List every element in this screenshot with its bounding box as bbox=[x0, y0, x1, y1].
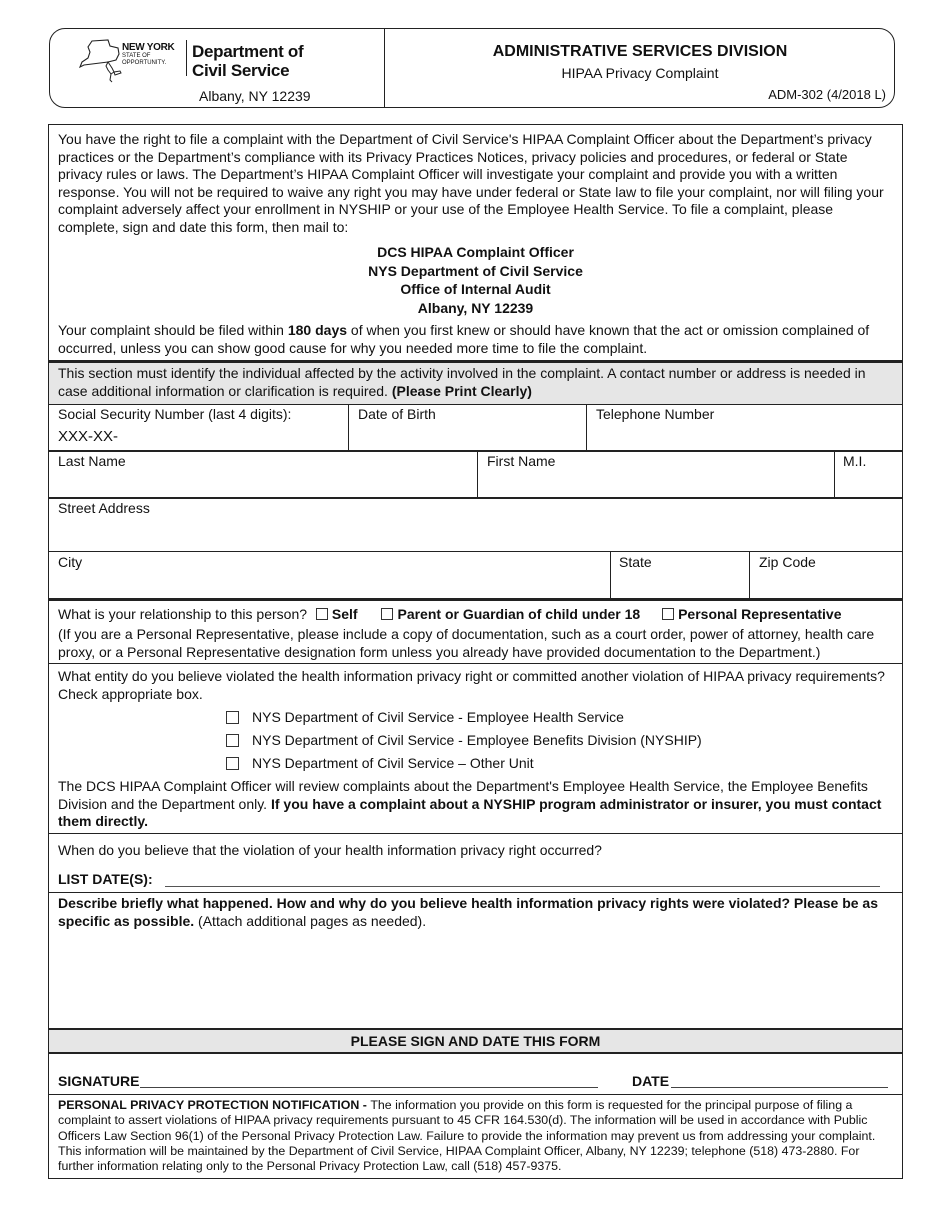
nyship-checkbox[interactable] bbox=[226, 734, 239, 747]
rule bbox=[586, 404, 587, 450]
rule bbox=[48, 404, 903, 405]
header-divider bbox=[384, 28, 385, 108]
rule bbox=[48, 1094, 903, 1095]
entity-question: What entity do you believe violated the health information privacy right or committed another violation of HIPAA privacy requirements? Check appropriate box. bbox=[58, 668, 885, 702]
state-label: State bbox=[619, 554, 652, 570]
self-label: Self bbox=[331, 606, 358, 622]
review-pre: The DCS HIPAA Complaint Officer will review complaints about the Department's Employee Health Service, the Employee Benefits Division and the Department only. bbox=[58, 778, 868, 812]
zip-label: Zip Code bbox=[759, 554, 816, 570]
date-field[interactable] bbox=[671, 1087, 888, 1088]
last-name-field[interactable] bbox=[50, 471, 475, 495]
state-field[interactable] bbox=[612, 572, 747, 596]
describe-prompt bbox=[58, 895, 894, 930]
list-dates-label: LIST DATE(S): bbox=[58, 871, 153, 887]
rule bbox=[48, 663, 903, 664]
dob-field[interactable] bbox=[350, 424, 584, 448]
signature-label: SIGNATURE bbox=[58, 1073, 140, 1089]
other-unit-checkbox[interactable] bbox=[226, 757, 239, 770]
relationship-note: (If you are a Personal Representative, please include a copy of documentation, such as a court order, power of attorney, health care proxy, or a Personal Representative designation form unless you already have provided documentation to the Department.) bbox=[58, 626, 875, 660]
describe-bold: Describe briefly what happened. How and why do you believe health information privacy rights were violated? Please be as specific as possible. bbox=[58, 895, 878, 929]
describe-field[interactable] bbox=[50, 932, 900, 1026]
personal-rep-checkbox[interactable] bbox=[662, 608, 674, 620]
relationship-question: What is your relationship to this person? bbox=[58, 606, 308, 622]
deadline-post: of when you first knew or should have known that the act or omission complained of occurred, unless you can show good cause for why you needed more time to file the complaint. bbox=[58, 322, 870, 356]
ehs-checkbox[interactable] bbox=[226, 711, 239, 724]
rule bbox=[348, 404, 349, 450]
division-title: ADMINISTRATIVE SERVICES DIVISION bbox=[492, 43, 788, 60]
rule bbox=[749, 551, 750, 598]
rule bbox=[610, 551, 611, 598]
mailing-address bbox=[48, 243, 903, 317]
rule bbox=[48, 598, 903, 601]
logo-line-3: OPPORTUNITY. bbox=[122, 60, 167, 66]
form-code: ADM-302 (4/2018 L) bbox=[768, 87, 886, 102]
sign-banner: PLEASE SIGN AND DATE THIS FORM bbox=[350, 1033, 601, 1049]
review-bold: If you have a complaint about a NYSHIP program administrator or insurer, you must contact them directly. bbox=[58, 795, 882, 829]
ssn-label: Social Security Number (last 4 digits): bbox=[58, 406, 292, 422]
list-dates-field[interactable] bbox=[165, 886, 880, 887]
deadline-days: 180 days bbox=[287, 322, 348, 338]
city-label: City bbox=[58, 554, 83, 570]
dates-question: When do you believe that the violation of your health information privacy right occurred? bbox=[58, 842, 602, 858]
logo-separator bbox=[186, 40, 187, 76]
other-unit-option: NYS Department of Civil Service – Other Unit bbox=[252, 755, 534, 771]
privacy-heading: PERSONAL PRIVACY PROTECTION NOTIFICATION - bbox=[58, 1098, 371, 1112]
identify-instruction bbox=[58, 365, 894, 400]
ehs-option: NYS Department of Civil Service - Employee Health Service bbox=[252, 709, 624, 725]
street-field[interactable] bbox=[50, 518, 900, 548]
rule bbox=[48, 551, 903, 552]
dob-label: Date of Birth bbox=[358, 406, 436, 422]
rule bbox=[834, 451, 835, 497]
logo-line-2: STATE OF bbox=[122, 53, 151, 59]
mail-line-1: DCS HIPAA Complaint Officer bbox=[377, 244, 574, 260]
last-name-label: Last Name bbox=[58, 453, 126, 469]
print-clearly: (Please Print Clearly) bbox=[391, 382, 532, 399]
parent-checkbox[interactable] bbox=[381, 608, 393, 620]
rule bbox=[48, 450, 903, 452]
intro-paragraph: You have the right to file a complaint with the Department of Civil Service's HIPAA Complaint Officer about the Department’s privacy practices or the Department’s compliance with its Privacy Practices Notices, privacy policies and procedures, or federal or State privacy rules or laws. The Department’s HIPAA Complaint Officer will investigate your complaint and provide you with a written response. You will not be required to waive any right you may have under federal or State law to file your complaint, nor will filing your complaint adversely affect your enrollment in NYSHIP or your use of the Employee Health Service. To file a complaint, please complete, sign and date this form, then mail to: bbox=[58, 131, 884, 235]
header-address: Albany, NY 12239 bbox=[199, 88, 311, 104]
nyship-option: NYS Department of Civil Service - Employee Benefits Division (NYSHIP) bbox=[252, 732, 702, 748]
instruction-text: This section must identify the individual affected by the activity involved in the complaint. A contact number or address is needed in case additional information or clarification is required. bbox=[58, 365, 866, 399]
deadline-pre: Your complaint should be filed within bbox=[58, 322, 288, 338]
privacy-text: The information you provide on this form is requested for the principal purpose of filing a complaint to assert violations of HIPAA privacy requirements pursuant to 45 CFR 164.530(d). The information will be used in accordance with Public Officers Law Section 96(1) of the Personal Privacy Protection Law. Failure to provide the information may prevent us from addressing your complaint. This information will be maintained by the Department of Civil Service, HIPAA Complaint Officer, Albany, NY 12239; telephone (518) 473-2880. For further information relating only to the Personal Privacy Protection Law, call (518) 457-9375. bbox=[58, 1098, 876, 1174]
self-checkbox[interactable] bbox=[316, 608, 328, 620]
review-note bbox=[58, 778, 898, 831]
signature-field[interactable] bbox=[140, 1087, 598, 1088]
relationship-row bbox=[58, 606, 898, 623]
form-title: HIPAA Privacy Complaint bbox=[561, 65, 719, 81]
privacy-notification bbox=[58, 1098, 896, 1174]
rule bbox=[48, 833, 903, 834]
ny-state-map-icon bbox=[78, 38, 122, 84]
describe-normal: (Attach additional pages as needed). bbox=[194, 912, 427, 929]
date-label: DATE bbox=[632, 1073, 670, 1089]
city-field[interactable] bbox=[50, 572, 608, 596]
rule bbox=[477, 451, 478, 497]
rule bbox=[48, 497, 903, 499]
mail-line-2: NYS Department of Civil Service bbox=[368, 262, 583, 279]
first-name-field[interactable] bbox=[479, 471, 832, 495]
mail-line-4: Albany, NY 12239 bbox=[417, 299, 534, 316]
dept-line-2: Civil Service bbox=[192, 61, 290, 80]
zip-field[interactable] bbox=[751, 572, 900, 596]
mi-field[interactable] bbox=[836, 471, 900, 495]
dept-line-1: Department of bbox=[192, 42, 304, 61]
mi-label: M.I. bbox=[843, 453, 867, 469]
rule bbox=[48, 892, 903, 893]
list-dates-text: LIST DATE(S) bbox=[58, 871, 148, 887]
deadline-text bbox=[58, 322, 894, 357]
personal-rep-label: Personal Representative bbox=[678, 606, 842, 622]
rule bbox=[48, 1052, 903, 1054]
phone-label: Telephone Number bbox=[596, 406, 715, 422]
parent-label: Parent or Guardian of child under 18 bbox=[397, 606, 641, 622]
ny-logo-text bbox=[122, 43, 174, 67]
phone-field[interactable] bbox=[588, 424, 900, 448]
mail-line-3: Office of Internal Audit bbox=[400, 281, 551, 297]
department-name bbox=[192, 42, 303, 80]
first-name-label: First Name bbox=[487, 453, 556, 469]
street-label: Street Address bbox=[58, 500, 150, 516]
logo-line-1: NEW YORK bbox=[122, 42, 175, 53]
ssn-field[interactable]: XXX-XX- bbox=[58, 428, 119, 445]
